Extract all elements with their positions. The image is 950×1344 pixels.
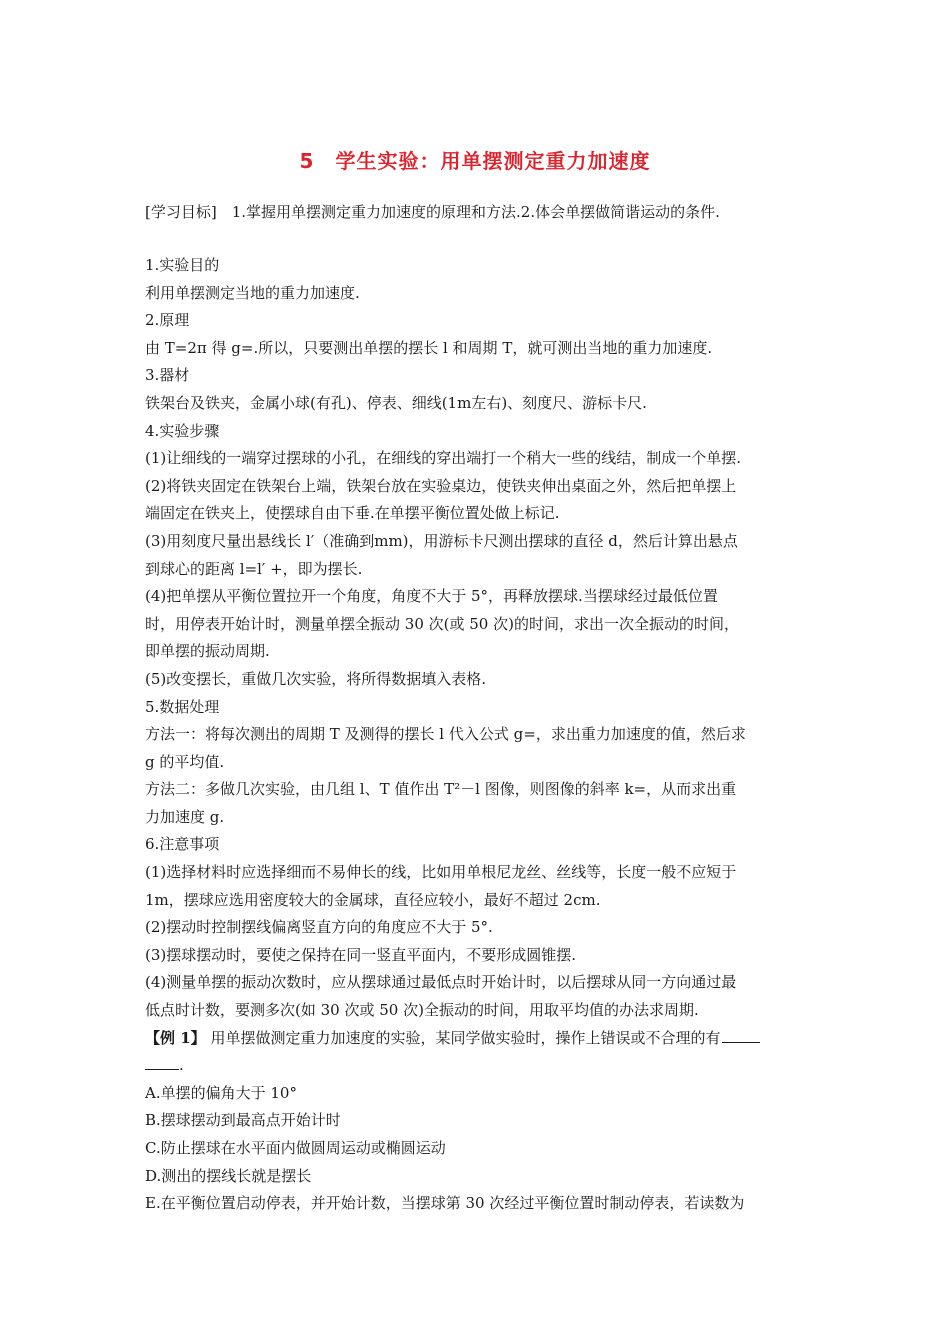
- example-label: 【例 1】: [145, 1028, 206, 1047]
- option-e: E.在平衡位置启动停表，并开始计数，当摆球第 30 次经过平衡位置时制动停表，若读数为: [145, 1194, 745, 1213]
- text-line: (2)将铁夹固定在铁架台上端，铁架台放在实验桌边，使铁夹伸出桌面之外，然后把单摆上: [145, 476, 737, 495]
- text-line: (4)把单摆从平衡位置拉开一个角度，角度不大于 5°，再释放摆球.当摆球经过最低位置: [145, 587, 718, 606]
- document-title: 5 学生实验：用单摆测定重力加速度: [299, 149, 651, 173]
- text-line: 低点时计数，要测多次(如 30 次或 50 次)全振动的时间，用取平均值的办法求周期.: [145, 1001, 699, 1020]
- text-line: 1.实验目的: [145, 256, 220, 274]
- text-line: 4.实验步骤: [145, 421, 220, 440]
- option-a: A.单摆的偏角大于 10°: [145, 1083, 297, 1102]
- example-text: 用单摆做测定重力加速度的实验，某同学做实验时，操作上错误或不合理的有: [210, 1028, 721, 1047]
- text-line: 力加速度 g.: [145, 807, 225, 826]
- text-line: 端固定在铁夹上，使摆球自由下垂.在单摆平衡位置处做上标记.: [145, 504, 560, 523]
- example-question-end: [145, 1052, 813, 1080]
- text-line: 方法二：多做几次实验，由几组 l、T 值作出 T²－l 图像，则图像的斜率 k=，从而求出重: [145, 780, 737, 799]
- text-line: 由 T=2π 得 g=.所以，只要测出单摆的摆长 l 和周期 T，就可测出当地的重力加速度.: [145, 338, 713, 357]
- option-d: D.测出的摆线长就是摆长: [145, 1166, 312, 1185]
- text-line: (3)用刻度尺量出悬线长 l′（准确到mm)，用游标卡尺测出摆球的直径 d，然后计算出悬点: [145, 531, 738, 550]
- example-end: .: [179, 1056, 184, 1075]
- text-line: 2.原理: [145, 311, 190, 330]
- text-line: (5)改变摆长，重做几次实验，将所得数据填入表格.: [145, 669, 487, 688]
- answer-blank: [722, 1028, 760, 1043]
- text-line: 6.注意事项: [145, 835, 220, 854]
- example-question: [145, 1025, 813, 1053]
- answer-blank: [145, 1055, 179, 1070]
- text-line: (3)摆球摆动时，要使之保持在同一竖直平面内，不要形成圆锥摆.: [145, 945, 577, 964]
- text-line: 即单摆的振动周期.: [145, 642, 270, 661]
- text-line: (2)摆动时控制摆线偏离竖直方向的角度应不大于 5°.: [145, 918, 493, 937]
- option-c: C.防止摆球在水平面内做圆周运动或椭圆运动: [145, 1139, 446, 1157]
- document-body: [145, 252, 813, 1218]
- text-line: (4)测量单摆的振动次数时，应从摆球通过最低点时开始计时，以后摆球从同一方向通过最: [145, 973, 737, 992]
- text-line: g 的平均值.: [145, 752, 225, 771]
- text-line: 5.数据处理: [145, 697, 220, 716]
- text-line: 铁架台及铁夹，金属小球(有孔)、停表、细线(1m左右)、刻度尺、游标卡尺.: [145, 393, 647, 412]
- text-line: 到球心的距离 l=l′ +，即为摆长.: [145, 559, 363, 578]
- text-line: (1)让细线的一端穿过摆球的小孔，在细线的穿出端打一个稍大一些的线结，制成一个单摆.: [145, 449, 742, 468]
- text-line: 利用单摆测定当地的重力加速度.: [145, 283, 360, 302]
- text-line: 1m，摆球应选用密度较大的金属球，直径应较小，最好不超过 2cm.: [145, 890, 601, 909]
- text-line: (1)选择材料时应选择细而不易伸长的线，比如用单根尼龙丝、丝线等，长度一般不应短于: [145, 863, 737, 882]
- text-line: 3.器材: [145, 366, 190, 385]
- learning-goals: [学习目标] 1.掌握用单摆测定重力加速度的原理和方法.2.体会单摆做简谐运动的条件.: [145, 203, 720, 221]
- text-line: 时，用停表开始计时，测量单摆全振动 30 次(或 50 次)的时间，求出一次全振动的时间，: [145, 614, 739, 633]
- option-b: B.摆球摆动到最高点开始计时: [145, 1111, 341, 1130]
- text-line: 方法一：将每次测出的周期 T 及测得的摆长 l 代入公式 g=，求出重力加速度的值，然后求: [145, 725, 746, 744]
